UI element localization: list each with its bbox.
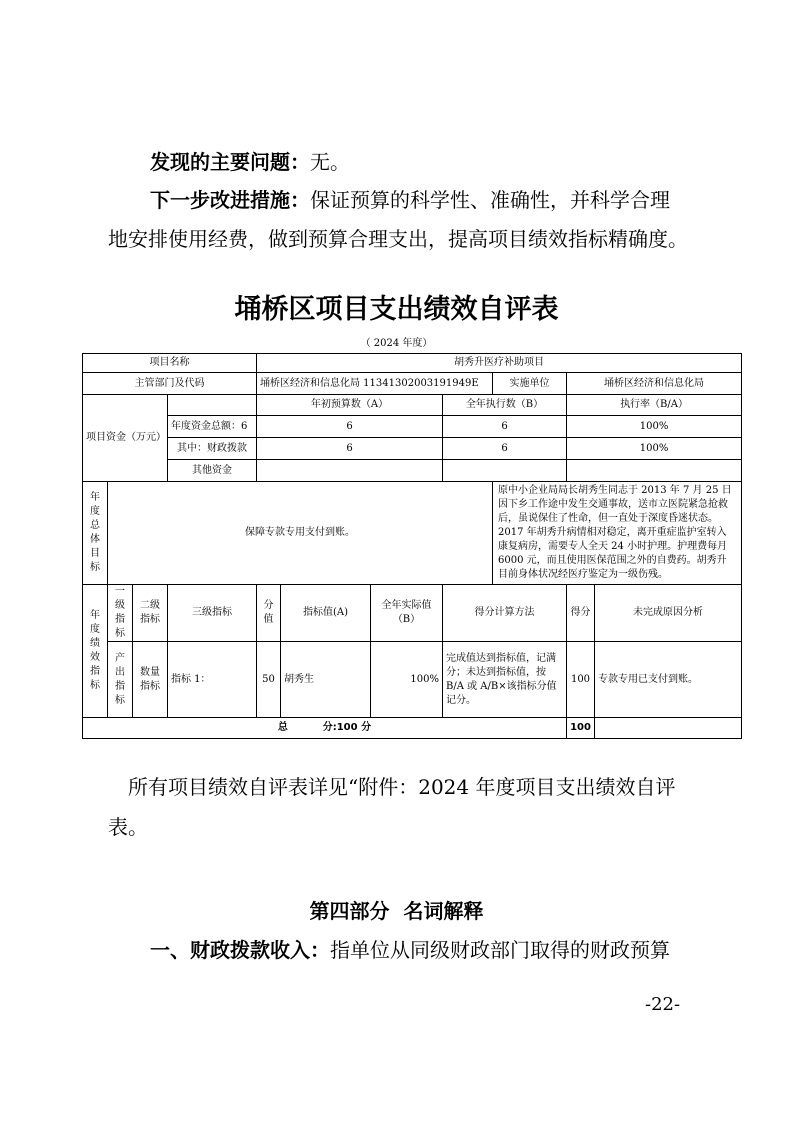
appendix-paragraph: 所有项目绩效自评表详见“附件：2024 年度项目支出绩效自评 <box>128 775 676 799</box>
fiscal-rate: 100% <box>567 438 742 460</box>
goal-plan: 保障专款专用支付到账。 <box>108 482 493 585</box>
sum-score: 100 <box>567 718 595 739</box>
dept-label: 主管部门及代码 <box>83 373 257 395</box>
col-exec: 全年执行数（B） <box>443 395 567 416</box>
goal-actual: 原中小企业局局长胡秀生同志于 2013 年 7 月 25 日因下乡工作途中发生交通事故，送市立医院紧急抢救后，虽说保住了性命，但一直处于深度昏迷状态。2017 年胡秀升病情相对稳定，离开重症监护室转入康复病房，需要专人全天 24 小时护理。护理费每月 6000 元，而且使用医保范围之外的自费药。胡秀升目前身体状况经医疗鉴定为一级伤残。 <box>493 482 742 585</box>
goal-label: 年度总体目标 <box>83 482 108 585</box>
header-method: 得分计算方法 <box>443 585 567 642</box>
other-label: 其他资金 <box>168 460 257 482</box>
form-year: （ 2024 年度） <box>360 338 433 349</box>
row-actual: 100% <box>371 642 443 718</box>
row-method: 完成值达到指标值，记满分；未达到指标值，按 B/A 或 A/B×该指标分值记分。 <box>443 642 567 718</box>
funds-label: 项目资金（万元） <box>83 395 168 482</box>
problems-label: 发现的主要问题： <box>150 150 310 174</box>
evaluation-table <box>82 353 742 739</box>
header-actual: 全年实际值（B） <box>371 585 443 642</box>
problems-paragraph <box>150 147 350 177</box>
total-budget: 6 <box>257 416 443 438</box>
total-label: 年度资金总额：6 <box>168 416 257 438</box>
col-rate: 执行率（B/A） <box>567 395 742 416</box>
next-steps-label: 下一步改进措施： <box>150 188 310 212</box>
total-rate: 100% <box>567 416 742 438</box>
term-paragraph <box>150 935 670 965</box>
row-level1: 产出指标 <box>108 642 133 718</box>
impl-label: 实施单位 <box>493 373 567 395</box>
header-level1: 一级指标 <box>108 585 133 642</box>
header-target: 指标值(A) <box>281 585 371 642</box>
page-number: -22- <box>645 994 681 1015</box>
dept-value: 埇桥区经济和信息化局 1134130200319194​9E <box>257 373 493 395</box>
row-level2: 数量指标 <box>133 642 168 718</box>
section-title: 第四部分 名词解释 <box>309 899 484 923</box>
header-score: 分值 <box>257 585 281 642</box>
next-steps-continuation: 地安排使用经费，做到预算合理支出，提高项目绩效指标精确度。 <box>108 227 688 251</box>
header-got: 得分 <box>567 585 595 642</box>
fiscal-label: 其中：财政拨款 <box>168 438 257 460</box>
project-name: 胡秀升医疗补助项目 <box>257 354 742 373</box>
total-exec: 6 <box>443 416 567 438</box>
problems-text: 无。 <box>310 150 350 174</box>
col-budget: 年初预算数（A） <box>257 395 443 416</box>
perf-label: 年度绩效指标 <box>83 585 108 718</box>
appendix-continuation: 表。 <box>108 815 148 839</box>
term-text: 指单位从同级财政部门取得的财政预算 <box>330 938 670 962</box>
project-name-label: 项目名称 <box>83 354 257 373</box>
fiscal-budget: 6 <box>257 438 443 460</box>
header-level2: 二级指标 <box>133 585 168 642</box>
header-level3: 三级指标 <box>168 585 257 642</box>
row-target: 胡秀生 <box>281 642 371 718</box>
header-reason: 未完成原因分析 <box>595 585 742 642</box>
next-steps-paragraph <box>150 185 670 215</box>
term-label: 一、财政拨款收入： <box>150 938 330 962</box>
form-title: 埇桥区项目支出绩效自评表 <box>234 294 559 325</box>
row-level3: 指标 1： <box>168 642 257 718</box>
row-got: 100 <box>567 642 595 718</box>
sum-label: 总 分:100 分 <box>83 718 567 739</box>
fiscal-exec: 6 <box>443 438 567 460</box>
impl-value: 埇桥区经济和信息化局 <box>567 373 742 395</box>
row-score: 50 <box>257 642 281 718</box>
next-steps-text: 保证预算的科学性、准确性，并科学合理 <box>310 188 670 212</box>
row-reason: 专款专用已支付到账。 <box>595 642 742 718</box>
